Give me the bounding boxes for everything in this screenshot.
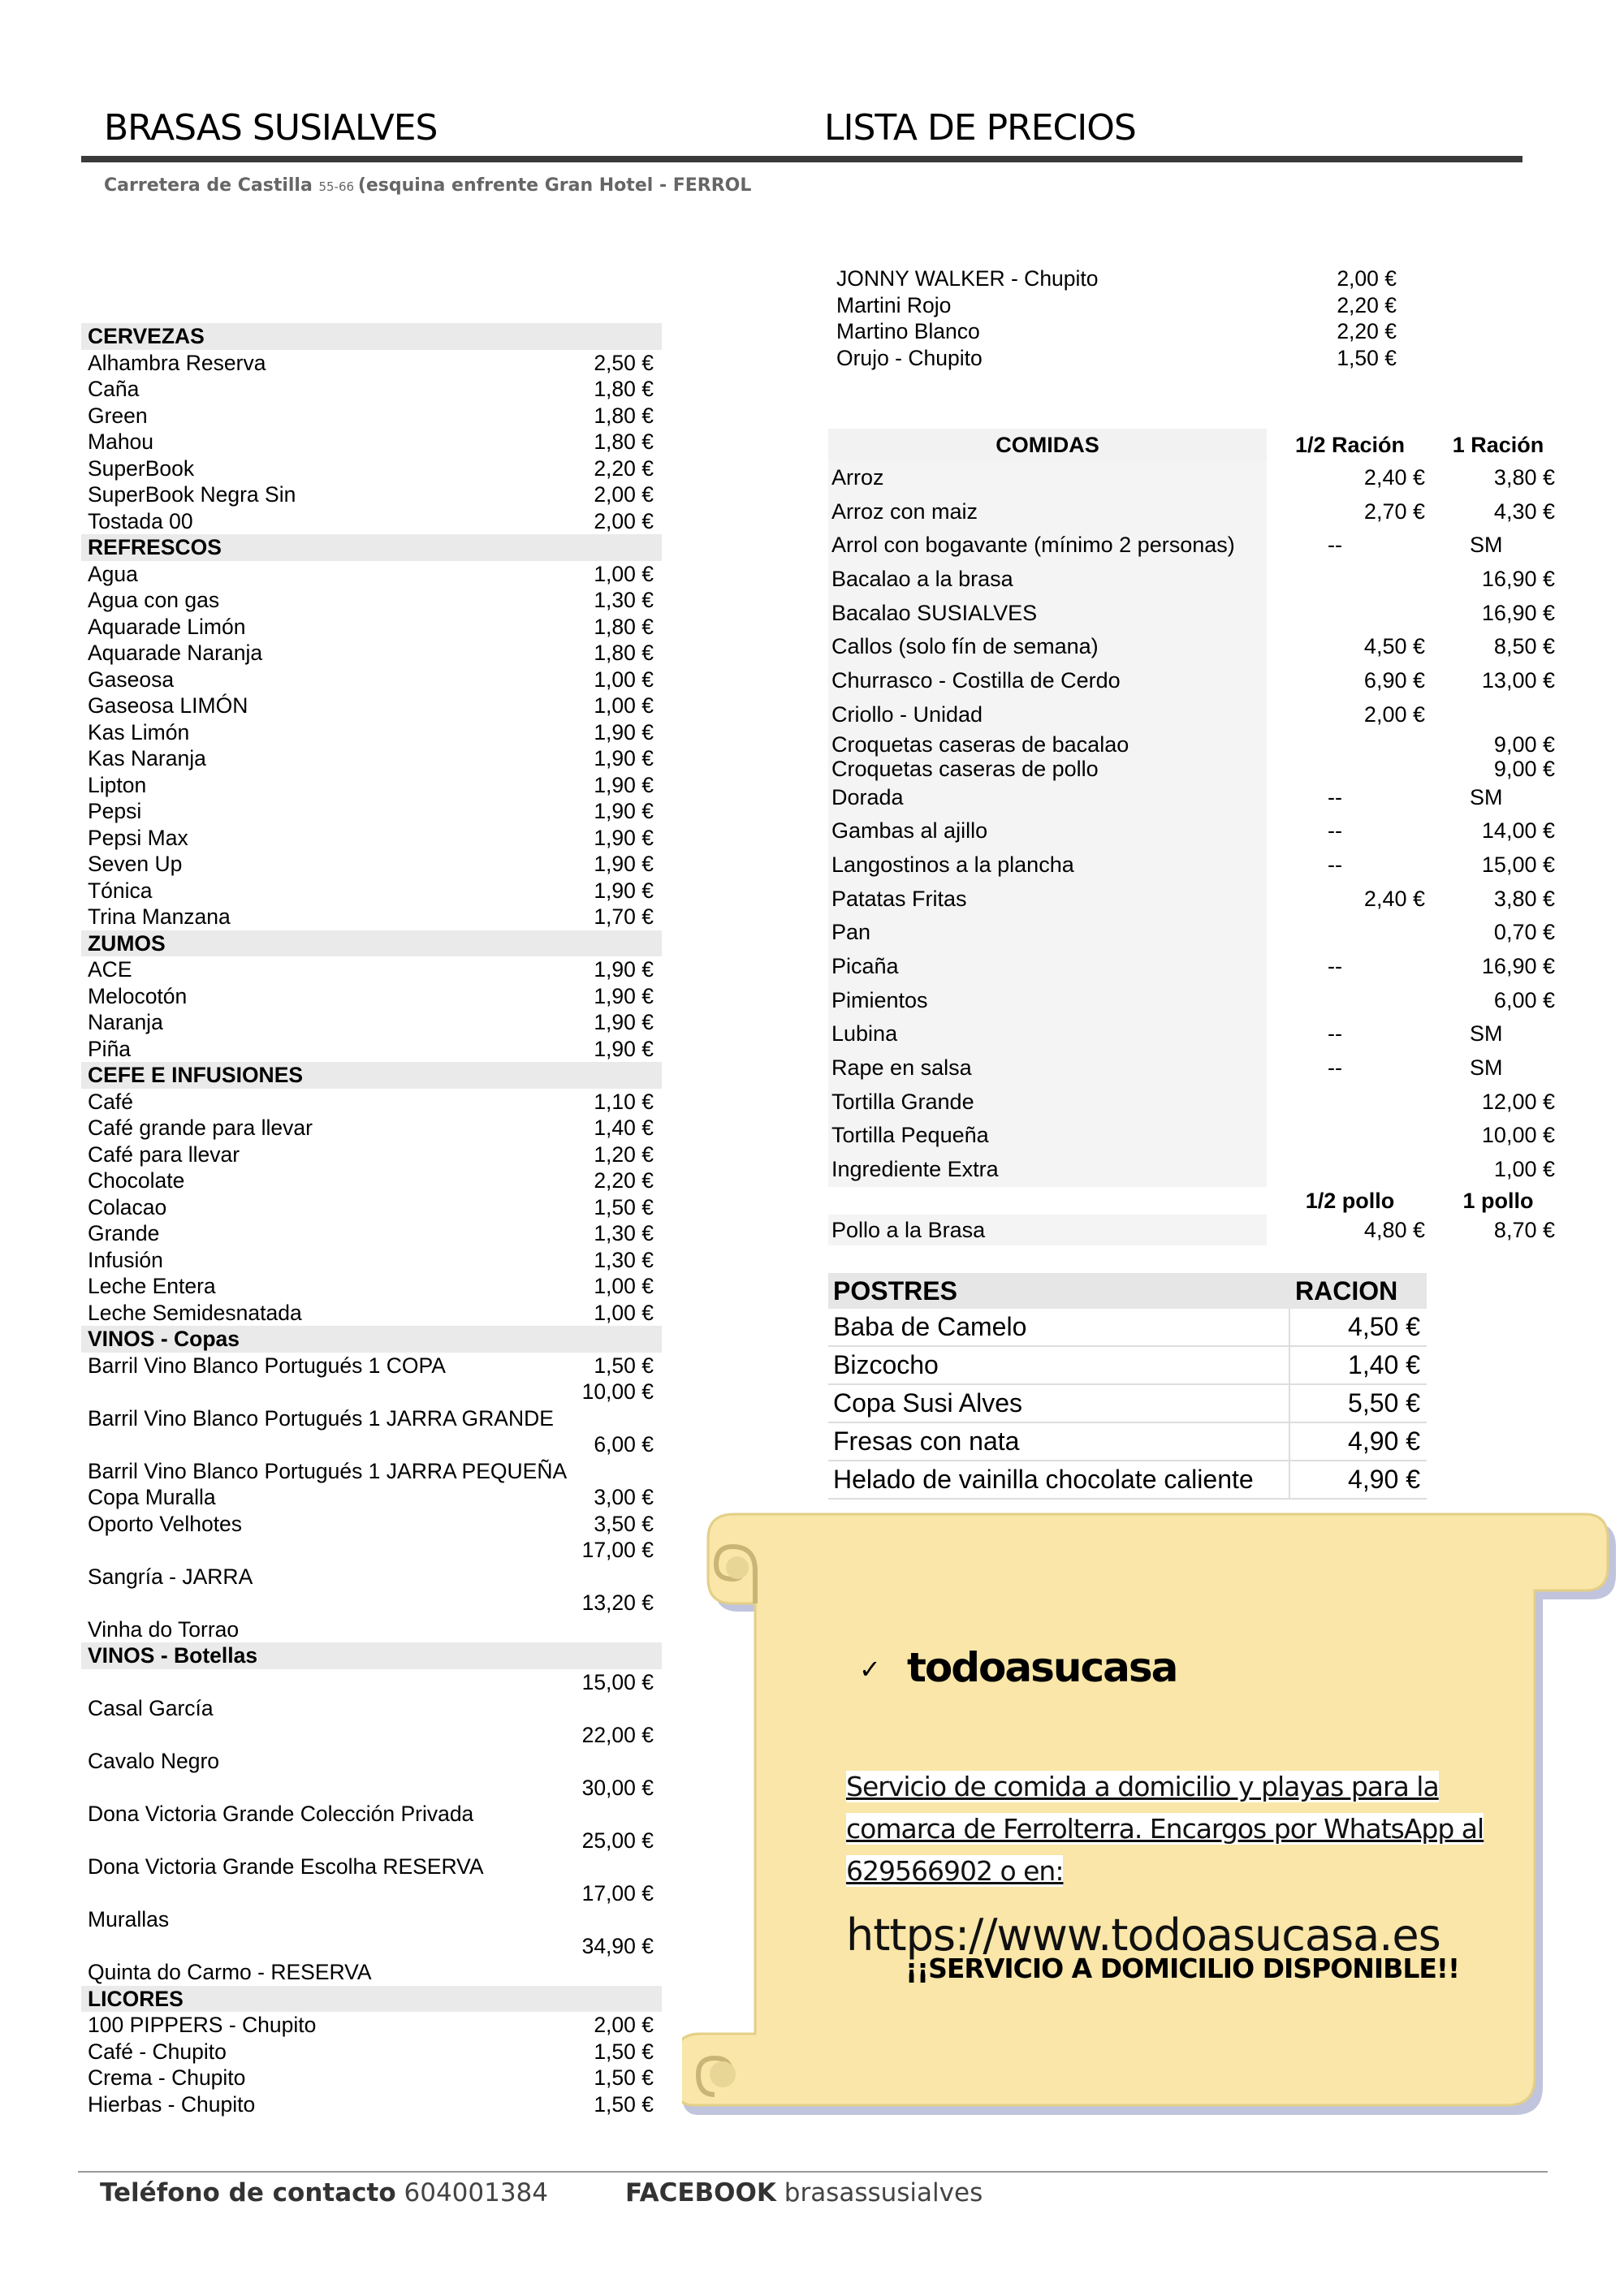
item-price: 1,70 €	[594, 904, 654, 929]
item-name: Agua	[88, 561, 138, 586]
item-name: Café grande para llevar	[88, 1116, 313, 1140]
price-row	[81, 2039, 662, 2065]
item-name: Seven Up	[88, 852, 183, 876]
item-price: 1,00 €	[594, 561, 654, 586]
item-price: 1,90 €	[594, 825, 654, 850]
item-price: 1,00 €	[594, 693, 654, 718]
price-row	[81, 1775, 662, 1828]
item-price: 2,20 €	[594, 455, 654, 481]
full-price: 1,00 €	[1493, 1157, 1555, 1182]
section-heading: REFRESCOS	[81, 534, 662, 561]
item-name: Crema - Chupito	[88, 2065, 246, 2090]
price-row	[81, 719, 662, 746]
dish-name: Langostinos a la plancha	[828, 848, 1267, 883]
postre-name: Bizcocho	[833, 1350, 939, 1379]
item-price: 13,20 €	[581, 1590, 654, 1615]
item-price: 1,00 €	[594, 1300, 654, 1325]
price-row	[81, 667, 662, 693]
half-price: --	[1328, 1021, 1342, 1047]
price-row	[81, 1484, 662, 1511]
item-name: JONNY WALKER - Chupito	[836, 266, 1099, 291]
item-price: 34,90 €	[581, 1933, 654, 1958]
half-price: 4,50 €	[1363, 634, 1425, 659]
comida-row	[828, 461, 1563, 495]
postre-row	[828, 1385, 1427, 1423]
item-price: 1,00 €	[594, 667, 654, 692]
dish-name: Bacalao a la brasa	[828, 563, 1267, 597]
postre-name: Fresas con nata	[833, 1426, 1020, 1456]
comida-row	[828, 664, 1563, 698]
item-price: 1,80 €	[594, 403, 654, 428]
item-name: Leche Semidesnatada	[88, 1300, 302, 1325]
price-row	[836, 318, 1405, 345]
item-name: ACE	[88, 957, 132, 982]
price-row	[81, 1669, 662, 1722]
dish-name: Picaña	[828, 950, 1267, 984]
price-row	[81, 2091, 662, 2118]
full-price: 12,00 €	[1481, 1089, 1555, 1114]
section-heading: ZUMOS	[81, 930, 662, 957]
half-price: --	[1328, 1055, 1342, 1080]
half-price: 2,40 €	[1363, 886, 1425, 911]
item-name: SuperBook Negra Sin	[88, 482, 296, 507]
dish-name: Callos (solo fín de semana)	[828, 630, 1267, 664]
comida-row	[828, 781, 1563, 815]
full-price: 3,80 €	[1493, 886, 1555, 911]
full-price: SM	[1470, 1055, 1503, 1080]
comida-row	[828, 1051, 1563, 1085]
item-name: Café	[88, 1089, 133, 1114]
price-row	[81, 1142, 662, 1168]
half-price	[1267, 563, 1433, 597]
item-name: Naranja	[88, 1010, 163, 1034]
comida-row	[828, 698, 1563, 732]
item-price: 1,50 €	[594, 2091, 654, 2117]
item-price: 10,00 €	[581, 1379, 654, 1404]
dish-name: Arrol con bogavante (mínimo 2 personas)	[828, 529, 1267, 563]
half-price	[1267, 1085, 1433, 1120]
comida-row	[828, 597, 1563, 631]
item-price: 1,50 €	[1337, 345, 1397, 370]
item-price: 1,30 €	[594, 1221, 654, 1245]
pollo-row: Pollo a la Brasa 4,80 € 8,70 €	[828, 1215, 1563, 1245]
price-row	[81, 1194, 662, 1221]
price-row	[81, 1036, 662, 1063]
comida-row	[828, 529, 1563, 563]
price-row	[81, 1220, 662, 1247]
dish-name: Tortilla Grande	[828, 1085, 1267, 1120]
item-name: Piña	[88, 1036, 132, 1061]
item-price: 2,00 €	[594, 508, 654, 533]
item-price: 1,90 €	[594, 878, 654, 903]
full-price: 15,00 €	[1481, 852, 1555, 877]
full-price: 16,90 €	[1481, 600, 1555, 625]
half-price	[1267, 732, 1433, 781]
price-row	[81, 1828, 662, 1880]
item-price: 6,00 €	[594, 1432, 654, 1457]
price-row	[81, 851, 662, 878]
item-price: 1,80 €	[594, 377, 654, 401]
price-row	[81, 1590, 662, 1642]
postres-table	[828, 1273, 1427, 1500]
postre-row	[828, 1423, 1427, 1461]
item-price: 2,00 €	[594, 2013, 654, 2037]
comida-row	[828, 950, 1563, 984]
postre-row	[828, 1309, 1427, 1347]
half-price: --	[1328, 818, 1342, 844]
promo-service-text: Servicio de comida a domicilio y playas para la comarca de Ferrolterra. Encargos por WhatsApp al 629566902 o en:	[846, 1771, 1484, 1887]
price-row	[81, 1511, 662, 1538]
restaurant-title: BRASAS SUSIALVES	[104, 107, 438, 149]
price-row	[81, 1379, 662, 1431]
price-row	[81, 693, 662, 719]
comida-row	[828, 495, 1563, 529]
item-name: Chocolate	[88, 1168, 185, 1193]
price-row	[81, 429, 662, 455]
item-name: Martini Rojo	[836, 292, 952, 317]
postre-name: Copa Susi Alves	[833, 1388, 1023, 1418]
item-name: Gaseosa	[88, 667, 175, 692]
price-row	[81, 1247, 662, 1274]
item-name: Quinta do Carmo - RESERVA	[88, 1960, 372, 1984]
price-row	[81, 1089, 662, 1116]
comida-row	[828, 848, 1563, 883]
price-row	[81, 904, 662, 930]
item-price: 15,00 €	[581, 1669, 654, 1694]
item-price: 1,90 €	[594, 719, 654, 744]
dish-name: Pan	[828, 916, 1267, 950]
item-price: 1,00 €	[594, 1274, 654, 1298]
full-price: 9,00 € 9,00 €	[1493, 732, 1555, 781]
dish-name: Gambas al ajillo	[828, 814, 1267, 848]
promo-url[interactable]: https://www.todoasucasa.es	[846, 1910, 1440, 1961]
footer-divider	[78, 2171, 1548, 2173]
full-price: 16,90 €	[1481, 567, 1555, 592]
item-name: Aquarade Limón	[88, 614, 246, 639]
item-price: 1,90 €	[594, 1010, 654, 1034]
half-price: 2,00 €	[1363, 701, 1425, 727]
postre-price: 5,50 €	[1289, 1385, 1427, 1422]
price-row	[81, 2012, 662, 2039]
dish-name: Croquetas caseras de bacalao Croquetas caseras de pollo	[828, 732, 1267, 781]
item-price: 1,90 €	[594, 957, 654, 982]
postre-name: Helado de vainilla chocolate caliente	[833, 1465, 1254, 1494]
item-price: 2,20 €	[594, 1168, 654, 1193]
price-row	[81, 481, 662, 508]
full-price: 16,90 €	[1481, 953, 1555, 978]
check-icon: ✓	[859, 1654, 881, 1685]
item-name: Agua con gas	[88, 588, 220, 612]
comida-row	[828, 916, 1563, 950]
price-row	[81, 587, 662, 614]
price-row	[81, 1933, 662, 1986]
full-price: 3,80 €	[1493, 465, 1555, 490]
price-row	[81, 1273, 662, 1300]
price-row	[836, 292, 1405, 319]
item-name: Colacao	[88, 1194, 167, 1219]
promo-available: ¡¡SERVICIO A DOMICILIO DISPONIBLE!!	[905, 1953, 1460, 1984]
price-row	[81, 614, 662, 641]
item-price: 1,40 €	[594, 1116, 654, 1140]
item-name: Aquarade Naranja	[88, 641, 263, 665]
item-name: Caña	[88, 377, 140, 401]
postre-name: Baba de Camelo	[833, 1312, 1027, 1341]
item-price: 1,30 €	[594, 588, 654, 612]
full-price: SM	[1470, 1021, 1503, 1047]
price-list-title: LISTA DE PRECIOS	[824, 107, 1136, 149]
price-row	[81, 1115, 662, 1142]
price-row	[81, 1353, 662, 1379]
dish-name: Lubina	[828, 1017, 1267, 1051]
item-name: Pepsi Max	[88, 825, 188, 850]
item-name: Kas Limón	[88, 719, 190, 744]
section-heading: CERVEZAS	[81, 323, 662, 350]
item-name: Dona Victoria Grande Colección Privada	[88, 1802, 474, 1826]
item-name: Lipton	[88, 772, 147, 797]
price-row	[81, 772, 662, 799]
item-name: Barril Vino Blanco Portugués 1 JARRA PEQUEÑA	[88, 1458, 568, 1483]
postre-price: 4,50 €	[1289, 1309, 1427, 1345]
item-price: 30,00 €	[581, 1775, 654, 1800]
half-price: 2,40 €	[1363, 465, 1425, 490]
comida-row	[828, 984, 1563, 1018]
half-price: --	[1328, 533, 1342, 558]
item-price: 3,00 €	[594, 1485, 654, 1509]
comida-row	[828, 1085, 1563, 1120]
item-price: 1,90 €	[594, 983, 654, 1008]
section-heading: VINOS - Botellas	[81, 1642, 662, 1669]
full-price: 0,70 €	[1493, 920, 1555, 945]
half-price: --	[1328, 784, 1342, 809]
price-row	[81, 1880, 662, 1933]
full-price: 8,50 €	[1493, 634, 1555, 659]
price-row	[81, 376, 662, 403]
postre-row	[828, 1347, 1427, 1385]
item-price: 2,20 €	[1337, 319, 1397, 343]
item-price: 1,10 €	[594, 1089, 654, 1114]
item-name: Barril Vino Blanco Portugués 1 JARRA GRANDE	[88, 1405, 554, 1431]
comida-row	[828, 732, 1563, 781]
price-row	[81, 508, 662, 535]
postre-price: 1,40 €	[1289, 1347, 1427, 1383]
item-price: 1,30 €	[594, 1247, 654, 1272]
half-price: --	[1328, 953, 1342, 978]
price-row	[81, 455, 662, 482]
full-price: 6,00 €	[1493, 987, 1555, 1012]
item-name: Vinha do Torrao	[88, 1616, 240, 1642]
comida-row	[828, 814, 1563, 848]
address: Carretera de Castilla 55-66 (esquina enfrente Gran Hotel - FERROL	[104, 175, 752, 196]
item-name: Leche Entera	[88, 1274, 216, 1298]
comida-row	[828, 1153, 1563, 1187]
item-price: 2,00 €	[1337, 266, 1397, 291]
item-price: 1,20 €	[594, 1142, 654, 1167]
price-row	[81, 1300, 662, 1327]
half-price	[1267, 984, 1433, 1018]
half-price: 2,70 €	[1363, 498, 1425, 524]
item-price: 1,90 €	[594, 772, 654, 797]
half-price	[1267, 916, 1433, 950]
item-price: 2,50 €	[594, 350, 654, 375]
comida-row	[828, 563, 1563, 597]
section-heading: VINOS - Copas	[81, 1326, 662, 1353]
item-price: 1,50 €	[594, 2039, 654, 2064]
price-row	[81, 878, 662, 904]
dish-name: Patatas Fritas	[828, 883, 1267, 917]
item-name: Trina Manzana	[88, 904, 231, 929]
comida-row	[828, 883, 1563, 917]
pollo-header: 1/2 pollo 1 pollo	[1305, 1188, 1534, 1213]
dish-name: Criollo - Unidad	[828, 698, 1267, 732]
full-price: 4,30 €	[1493, 498, 1555, 524]
item-name: Grande	[88, 1221, 160, 1245]
item-name: Hierbas - Chupito	[88, 2091, 256, 2117]
price-row	[836, 345, 1405, 372]
price-row	[81, 798, 662, 825]
item-price: 1,80 €	[594, 614, 654, 639]
price-row	[81, 561, 662, 588]
footer-phone: Teléfono de contacto 604001384	[100, 2178, 549, 2208]
full-price: SM	[1470, 784, 1503, 809]
item-price: 1,50 €	[594, 1194, 654, 1219]
item-price: 1,50 €	[594, 2065, 654, 2090]
dish-name: Dorada	[828, 781, 1267, 815]
item-price: 1,80 €	[594, 429, 654, 454]
item-name: Barril Vino Blanco Portugués 1 COPA	[88, 1353, 446, 1378]
dish-name: Rape en salsa	[828, 1051, 1267, 1085]
item-price: 2,00 €	[594, 482, 654, 507]
dish-name: Ingrediente Extra	[828, 1153, 1267, 1187]
half-price	[1267, 1119, 1433, 1153]
item-name: Café - Chupito	[88, 2039, 227, 2064]
comidas-header: COMIDAS 1/2 Ración 1 Ración	[828, 429, 1563, 461]
item-name: Green	[88, 403, 148, 428]
dish-name: Pimientos	[828, 984, 1267, 1018]
half-price	[1267, 1153, 1433, 1187]
price-row	[81, 640, 662, 667]
item-name: Copa Muralla	[88, 1485, 216, 1509]
item-name: SuperBook	[88, 455, 195, 481]
item-name: Pepsi	[88, 799, 142, 823]
postre-row	[828, 1461, 1427, 1500]
price-row	[81, 983, 662, 1010]
section-heading: CEFE E INFUSIONES	[81, 1062, 662, 1089]
item-name: Dona Victoria Grande Escolha RESERVA	[88, 1854, 484, 1879]
dish-name: Churrasco - Costilla de Cerdo	[828, 664, 1267, 698]
item-name: Orujo - Chupito	[836, 345, 983, 370]
price-row	[81, 825, 662, 852]
dish-name: Arroz	[828, 461, 1267, 495]
item-price: 25,00 €	[581, 1828, 654, 1853]
item-price: 1,90 €	[594, 1036, 654, 1061]
dish-name: Tortilla Pequeña	[828, 1119, 1267, 1153]
price-row	[81, 1722, 662, 1775]
item-price: 17,00 €	[581, 1538, 654, 1562]
item-price: 2,20 €	[1337, 292, 1397, 317]
item-price: 22,00 €	[581, 1722, 654, 1747]
promo-brand: todoasucasa	[907, 1644, 1177, 1691]
item-name: Gaseosa LIMÓN	[88, 693, 248, 718]
item-name: 100 PIPPERS - Chupito	[88, 2013, 317, 2037]
price-row	[81, 1537, 662, 1590]
liquor-price-list	[836, 265, 1405, 371]
item-name: Alhambra Reserva	[88, 350, 266, 375]
half-price: --	[1328, 852, 1342, 877]
item-name: Oporto Velhotes	[88, 1511, 243, 1536]
item-name: Mahou	[88, 429, 154, 454]
price-row	[81, 745, 662, 772]
postre-price: 4,90 €	[1289, 1461, 1427, 1498]
section-heading: LICORES	[81, 1986, 662, 2013]
item-price: 1,80 €	[594, 641, 654, 665]
footer-facebook: FACEBOOK brasassusialves	[625, 2178, 983, 2208]
item-price: 3,50 €	[594, 1511, 654, 1536]
item-name: Kas Naranja	[88, 746, 206, 770]
full-price	[1433, 698, 1563, 732]
item-price: 1,90 €	[594, 746, 654, 770]
item-price: 1,90 €	[594, 799, 654, 823]
comida-row	[828, 1119, 1563, 1153]
item-name: Tostada 00	[88, 508, 193, 533]
price-row	[836, 265, 1405, 292]
price-row	[81, 1167, 662, 1194]
price-row	[81, 956, 662, 983]
dish-name: Arroz con maiz	[828, 495, 1267, 529]
price-row	[81, 403, 662, 429]
postres-header: POSTRES RACION	[828, 1273, 1427, 1309]
comidas-table	[828, 429, 1563, 1245]
item-name: Melocotón	[88, 983, 188, 1008]
item-name: Cavalo Negro	[88, 1749, 220, 1773]
price-row	[81, 2065, 662, 2091]
price-row	[81, 1009, 662, 1036]
item-name: Sangría - JARRA	[88, 1564, 253, 1589]
item-price: 1,90 €	[594, 852, 654, 876]
header-divider	[81, 156, 1522, 162]
drinks-price-list	[81, 323, 662, 2117]
item-price: 1,50 €	[594, 1353, 654, 1378]
price-row	[81, 350, 662, 377]
full-price: 10,00 €	[1481, 1123, 1555, 1148]
full-price: 13,00 €	[1481, 668, 1555, 693]
half-price	[1267, 597, 1433, 631]
item-name: Café para llevar	[88, 1142, 240, 1167]
half-price: 6,90 €	[1363, 668, 1425, 693]
item-name: Tónica	[88, 878, 153, 903]
item-price: 17,00 €	[581, 1880, 654, 1905]
item-name: Infusión	[88, 1247, 163, 1272]
item-name: Casal García	[88, 1696, 214, 1720]
item-name: Martino Blanco	[836, 319, 980, 343]
price-row	[81, 1431, 662, 1484]
dish-name: Bacalao SUSIALVES	[828, 597, 1267, 631]
full-price: SM	[1470, 533, 1503, 558]
postre-price: 4,90 €	[1289, 1423, 1427, 1460]
comida-row	[828, 1017, 1563, 1051]
comida-row	[828, 630, 1563, 664]
item-name: Murallas	[88, 1907, 170, 1931]
full-price: 14,00 €	[1481, 818, 1555, 844]
